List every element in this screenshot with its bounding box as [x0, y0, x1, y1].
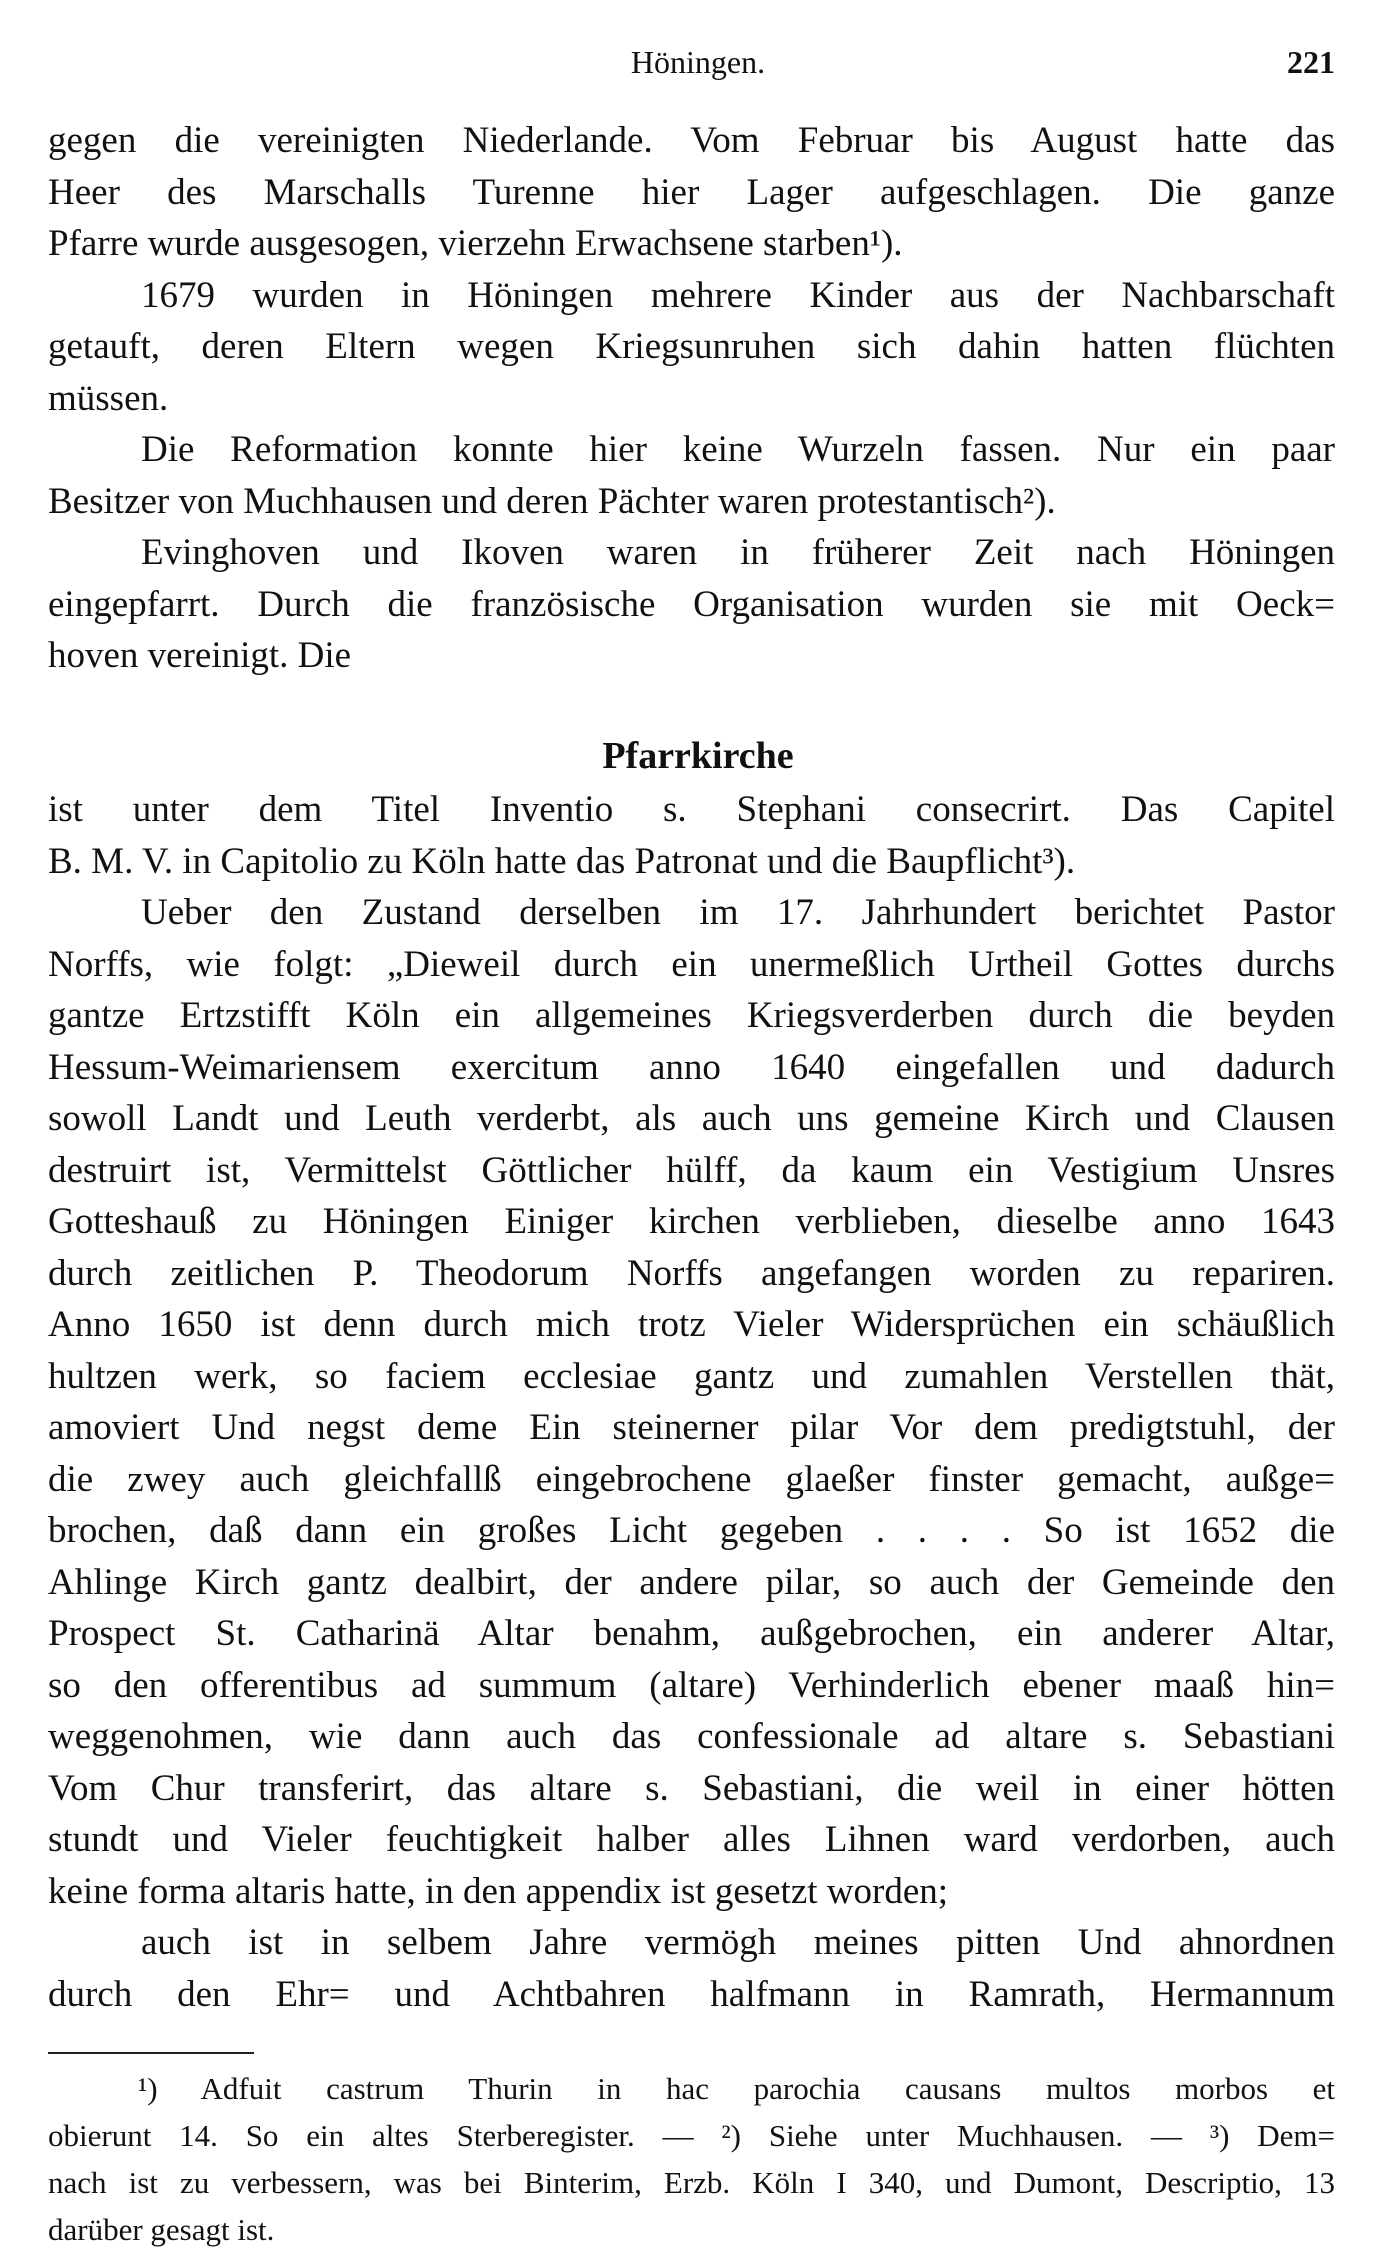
section-history: [48, 115, 1335, 682]
section-pfarrkirche: [48, 784, 1335, 2020]
text-line: durch zeitlichen P. Theodorum Norffs angefangen worden zu repariren.: [48, 1252, 1335, 1294]
footnote-line: darüber gesagt ist.: [48, 2212, 275, 2247]
text-line: gantze Ertzstifft Köln ein allgemeines Kriegsverderben durch die beyden: [48, 995, 1335, 1036]
text-line: eingepfarrt. Durch die französische Organisation wurden sie mit Oeck=: [48, 583, 1335, 625]
text-line: durch den Ehr= und Achtbahren halfmann in Ramrath, Hermannum: [48, 1973, 1335, 2015]
text-line: Besitzer von Muchhausen und deren Pächter waren protestantisch²).: [48, 480, 1056, 522]
text-line: getauft, deren Eltern wegen Kriegsunruhen sich dahin hatten flüchten: [48, 326, 1335, 367]
text-line: Prospect St. Catharinä Altar benahm, außgebrochen, ein anderer Altar,: [48, 1613, 1335, 1654]
text-line: Die Reformation konnte hier keine Wurzeln fassen. Nur ein paar: [141, 429, 1335, 470]
text-line: Hessum-Weimariensem exercitum anno 1640 eingefallen und dadurch: [48, 1046, 1335, 1088]
running-header-title: Höningen.: [630, 44, 766, 80]
footnotes: [48, 2065, 1335, 2253]
text-line: gegen die vereinigten Niederlande. Vom Februar bis August hatte das: [48, 120, 1335, 161]
text-line: Evinghoven und Ikoven waren in früherer Zeit nach Höningen: [141, 532, 1335, 573]
text-line: destruirt ist, Vermittelst Göttlicher hülff, da kaum ein Vestigium Unsres: [48, 1149, 1335, 1191]
text-line: 1679 wurden in Höningen mehrere Kinder aus der Nachbarschaft: [141, 274, 1335, 316]
text-line: Anno 1650 ist denn durch mich trotz Vieler Widersprüchen ein schäußlich: [48, 1304, 1335, 1345]
footnote-line: nach ist zu verbessern, was bei Binterim, Erzb. Köln I 340, und Dumont, Descriptio, 13: [48, 2165, 1335, 2200]
text-line: weggenohmen, wie dann auch das confessionale ad altare s. Sebastiani: [48, 1716, 1335, 1757]
text-line: die zwey auch gleichfallß eingebrochene glaeßer finster gemacht, außge=: [48, 1458, 1335, 1500]
text-line: B. M. V. in Capitolio zu Köln hatte das Patronat und die Baupflicht³).: [48, 840, 1076, 882]
footnote-line: obierunt 14. So ein altes Sterberegister. — ²) Siehe unter Muchhausen. — ³) Dem=: [48, 2118, 1335, 2153]
text-line: hoven vereinigt. Die: [48, 635, 352, 676]
text-line: Norffs, wie folgt: „Dieweil durch ein unermeßlich Urtheil Gottes durchs: [48, 943, 1335, 985]
text-line: ist unter dem Titel Inventio s. Stephani consecrirt. Das Capitel: [48, 789, 1335, 830]
text-line: Ahlinge Kirch gantz dealbirt, der andere pilar, so auch der Gemeinde den: [48, 1561, 1335, 1603]
text-line: Gotteshauß zu Höningen Einiger kirchen verblieben, dieselbe anno 1643: [48, 1201, 1335, 1242]
text-line: so den offerentibus ad summum (altare) Verhinderlich ebener maaß hin=: [48, 1664, 1335, 1706]
text-line: stundt und Vieler feuchtigkeit halber alles Lihnen ward verdorben, auch: [48, 1819, 1335, 1860]
section-heading: Pfarrkirche: [602, 735, 794, 777]
text-line: keine forma altaris hatte, in den appendix ist gesetzt worden;: [48, 1870, 949, 1912]
footnote-line: ¹) Adfuit castrum Thurin in hac parochia causans multos morbos et: [138, 2071, 1335, 2106]
text-line: Vom Chur transferirt, das altare s. Sebastiani, die weil in einer hötten: [48, 1767, 1335, 1809]
text-line: amoviert Und negst deme Ein steinerner pilar Vor dem predigtstuhl, der: [48, 1407, 1335, 1448]
text-line: sowoll Landt und Leuth verderbt, als auch uns gemeine Kirch und Clausen: [48, 1098, 1335, 1139]
text-line: auch ist in selbem Jahre vermögh meines pitten Und ahnordnen: [141, 1922, 1335, 1963]
text-line: brochen, daß dann ein großes Licht gegeben . . . . So ist 1652 die: [48, 1510, 1335, 1551]
text-line: Heer des Marschalls Turenne hier Lager aufgeschlagen. Die ganze: [48, 171, 1335, 213]
text-line: müssen.: [48, 377, 169, 419]
page-number: 221: [1287, 44, 1335, 80]
footnote-divider: [48, 2052, 254, 2054]
text-line: Ueber den Zustand derselben im 17. Jahrhundert berichtet Pastor: [141, 892, 1335, 933]
text-line: Pfarre wurde ausgesogen, vierzehn Erwachsene starben¹).: [48, 223, 903, 264]
text-line: hultzen werk, so faciem ecclesiae gantz und zumahlen Verstellen thät,: [48, 1355, 1335, 1397]
